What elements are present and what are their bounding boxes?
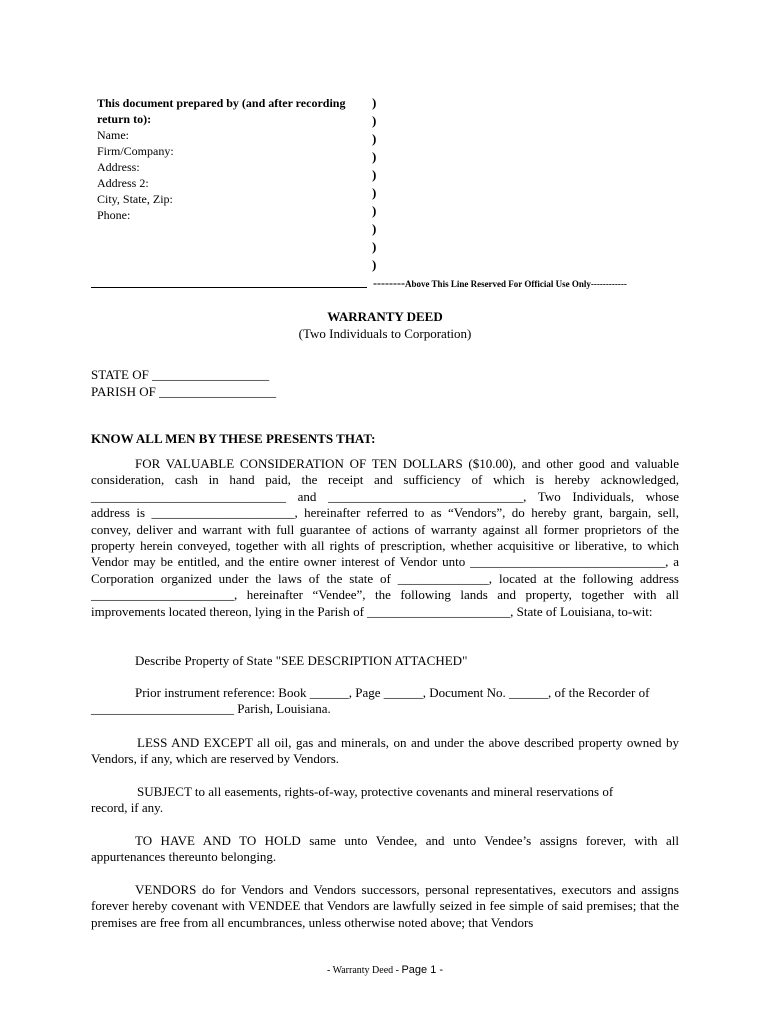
paren: ) xyxy=(372,167,377,182)
city-state-zip-label: City, State, Zip: xyxy=(97,192,173,206)
paren: ) xyxy=(372,203,377,218)
footer-label: - Warranty Deed - xyxy=(326,965,402,976)
prior-instrument-line2: ______________________ Parish, Louisiana. xyxy=(91,701,331,717)
habendum-paragraph: TO HAVE AND TO HOLD same unto Vendee, and unto Vendee’s assigns forever, with all appurtenances thereunto belonging. xyxy=(91,833,679,865)
return-to-heading: return to): xyxy=(97,112,152,126)
paren: ) xyxy=(372,95,377,110)
prior-instrument-block xyxy=(91,685,679,718)
subject-to-line2: record, if any. xyxy=(91,800,164,816)
prior-instrument-line1: Prior instrument reference: Book ______, Page ______, Document No. ______, of the Recorder of xyxy=(135,685,650,700)
recording-divider-line xyxy=(91,287,367,288)
subject-to-block xyxy=(91,784,679,817)
paren: ) xyxy=(372,185,377,200)
page-footer xyxy=(0,964,770,976)
prepared-by-heading: This document prepared by (and after recording xyxy=(97,96,346,110)
describe-property-text: Describe Property of State "SEE DESCRIPTION ATTACHED" xyxy=(135,653,468,668)
official-use-text: Above This Line Reserved For Official Use Only xyxy=(404,279,591,289)
vendors-covenant-paragraph: VENDORS do for Vendors and Vendors successors, personal representatives, executors and assigns forever hereby covenant with VENDEE that Vendors are lawfully seized in fee simple of said premises; that the premises are free from all encumbrances, unless otherwise noted above; that Vendors xyxy=(91,882,679,930)
subject-to-line1: SUBJECT to all easements, rights-of-way, protective covenants and mineral reservations of xyxy=(137,784,614,799)
paren: ) xyxy=(372,221,377,236)
dash-right: ------------ xyxy=(590,279,627,289)
dash-left: -------- xyxy=(373,276,405,290)
page-number: Page 1 - xyxy=(401,964,444,976)
paren: ) xyxy=(372,131,377,146)
deed-subtitle: (Two Individuals to Corporation) xyxy=(298,326,472,341)
paren: ) xyxy=(372,113,377,128)
describe-property-line xyxy=(91,653,679,669)
consideration-paragraph: FOR VALUABLE CONSIDERATION OF TEN DOLLARS ($10.00), and other good and valuable consideration, cash in hand paid, the receipt and sufficiency of which is hereby acknowledged, ______________________________ and ______________________________, Two Individuals, whose address is ______________________, hereinafter referred to as “Vendors”, do hereby grant, bargain, sell, convey, deliver and warrant with full guarantee of actions of warranty against all former proprietors of the property herein conveyed, together with all rights of prescription, whether acquisitive or liberative, to which Vendor may be entitled, and the entire owner interest of Vendor unto ______________________________, a Corporation organized under the laws of the state of ______________, located at the following address ______________________, hereinafter “Vendee”, the following lands and property, together with all improvements located thereon, lying in the Parish of ______________________, State of Louisiana, to-wit: xyxy=(91,456,679,619)
state-of-line: STATE OF __________________ xyxy=(91,367,270,382)
phone-label: Phone: xyxy=(97,208,131,222)
prepared-by-block xyxy=(97,95,367,223)
paren: ) xyxy=(372,149,377,164)
paren: ) xyxy=(372,239,377,254)
firm-company-label: Firm/Company: xyxy=(97,144,174,158)
bracket-column xyxy=(372,94,384,274)
official-use-notice xyxy=(373,276,627,291)
paren: ) xyxy=(372,257,377,272)
address-label: Address: xyxy=(97,160,140,174)
deed-title: WARRANTY DEED xyxy=(327,309,443,324)
parish-of-line: PARISH OF __________________ xyxy=(91,384,277,399)
venue-block xyxy=(91,366,276,400)
name-label: Name: xyxy=(97,128,129,142)
know-all-heading: KNOW ALL MEN BY THESE PRESENTS THAT: xyxy=(91,431,376,446)
less-except-paragraph: LESS AND EXCEPT all oil, gas and minerals, on and under the above described property owned by Vendors, if any, which are reserved by Vendors. xyxy=(91,735,679,767)
address2-label: Address 2: xyxy=(97,176,149,190)
